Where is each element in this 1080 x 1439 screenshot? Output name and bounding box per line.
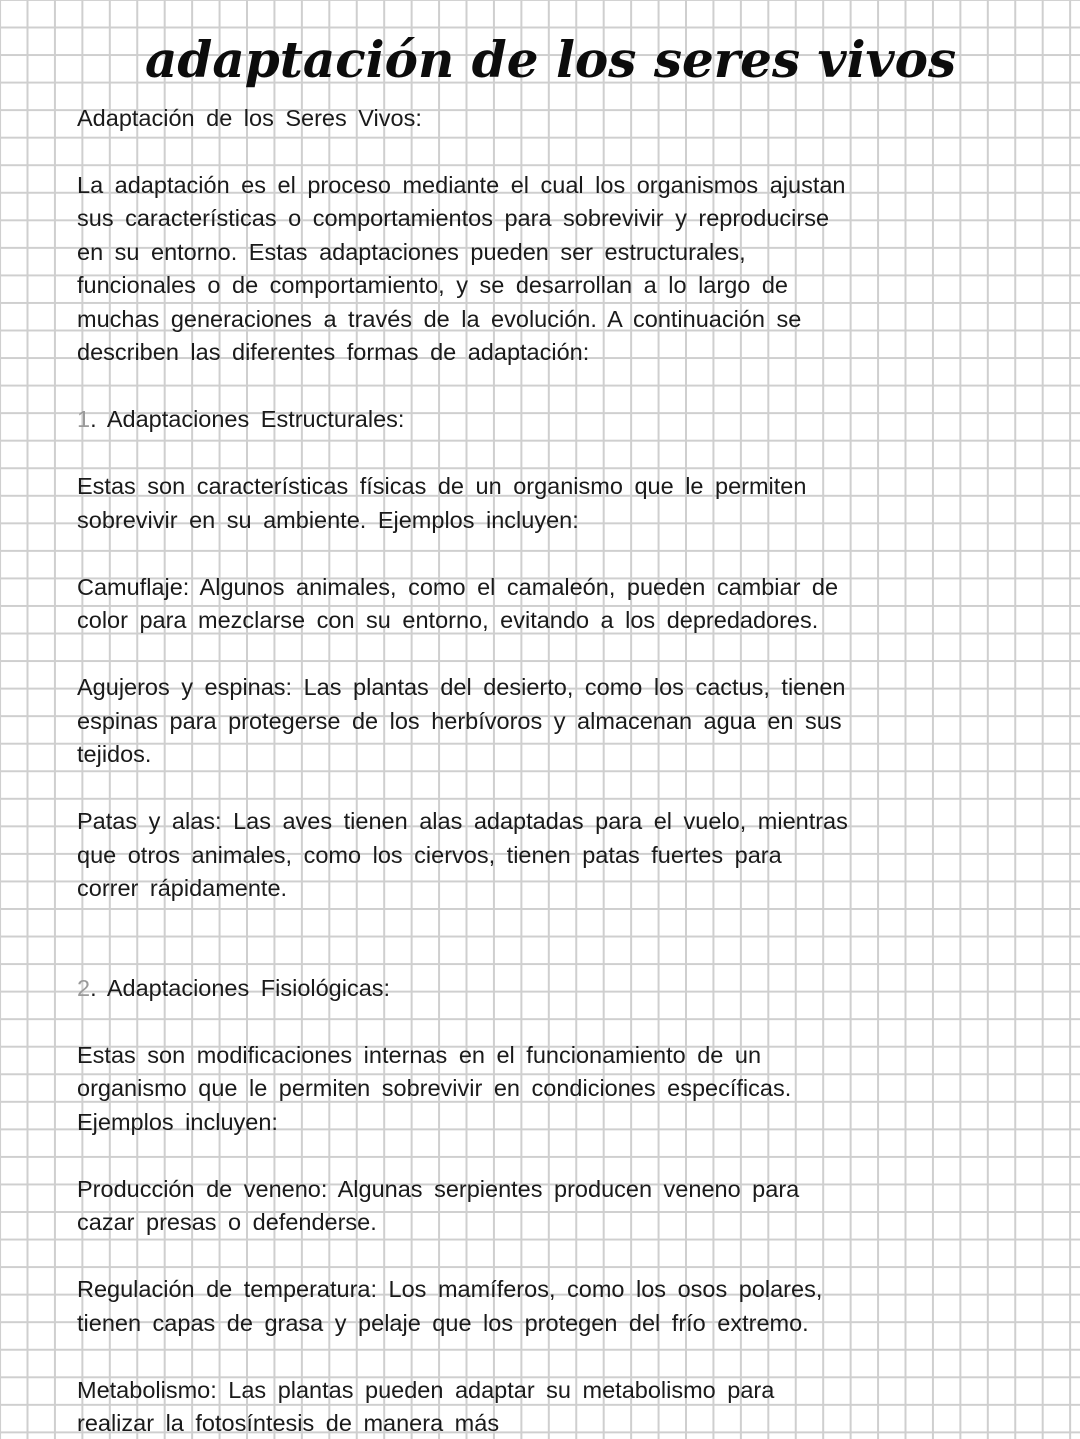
example-legs-wings-line: que otros animales, como los ciervos, tienen patas fuertes para <box>77 842 782 868</box>
example-spines-line: espinas para protegerse de los herbívoros y almacenan agua en sus <box>77 708 842 734</box>
section-heading-text: . Adaptaciones Estructurales: <box>90 406 405 432</box>
intro-line: sus características o comportamientos para sobrevivir y reproducirse <box>77 205 830 231</box>
section-heading-structural <box>77 404 404 434</box>
example-venom-line: Producción de veneno: Algunas serpientes producen veneno para <box>77 1176 800 1202</box>
page-title: adaptación de los seres vivos <box>145 30 957 89</box>
section-description-line: organismo que le permiten sobrevivir en condiciones específicas. <box>77 1075 792 1101</box>
example-spines-line: tejidos. <box>77 741 152 767</box>
section-heading-physiological <box>77 973 390 1003</box>
example-metabolism-line: Metabolismo: Las plantas pueden adaptar su metabolismo para <box>77 1377 775 1403</box>
example-camouflage-line: color para mezclarse con su entorno, evitando a los depredadores. <box>77 607 819 633</box>
example-temperature-line: Regulación de temperatura: Los mamíferos, como los osos polares, <box>77 1276 823 1302</box>
section-heading-text: . Adaptaciones Fisiológicas: <box>90 975 391 1001</box>
intro-line: en su entorno. Estas adaptaciones pueden ser estructurales, <box>77 239 746 265</box>
example-temperature-line: tienen capas de grasa y pelaje que los protegen del frío extremo. <box>77 1310 809 1336</box>
intro-line: muchas generaciones a través de la evolución. A continuación se <box>77 306 802 332</box>
example-venom-line: cazar presas o defenderse. <box>77 1209 377 1235</box>
intro-line: describen las diferentes formas de adaptación: <box>77 339 590 365</box>
example-spines-line: Agujeros y espinas: Las plantas del desierto, como los cactus, tienen <box>77 674 846 700</box>
intro-line: funcionales o de comportamiento, y se desarrollan a lo largo de <box>77 272 788 298</box>
section-description-line: sobrevivir en su ambiente. Ejemplos incluyen: <box>77 507 579 533</box>
document-heading: Adaptación de los Seres Vivos: <box>77 105 422 131</box>
section-description-line: Estas son características físicas de un organismo que le permiten <box>77 473 807 499</box>
example-legs-wings-line: correr rápidamente. <box>77 875 288 901</box>
section-description-line: Estas son modificaciones internas en el funcionamiento de un <box>77 1042 762 1068</box>
example-metabolism-line: realizar la fotosíntesis de manera más <box>77 1410 500 1436</box>
section-number: 2 <box>77 975 91 1001</box>
section-number: 1 <box>77 406 91 432</box>
intro-line: La adaptación es el proceso mediante el cual los organismos ajustan <box>77 172 846 198</box>
example-legs-wings-line: Patas y alas: Las aves tienen alas adaptadas para el vuelo, mientras <box>77 808 848 834</box>
example-camouflage-line: Camuflaje: Algunos animales, como el camaleón, pueden cambiar de <box>77 574 839 600</box>
section-description-line: Ejemplos incluyen: <box>77 1109 278 1135</box>
